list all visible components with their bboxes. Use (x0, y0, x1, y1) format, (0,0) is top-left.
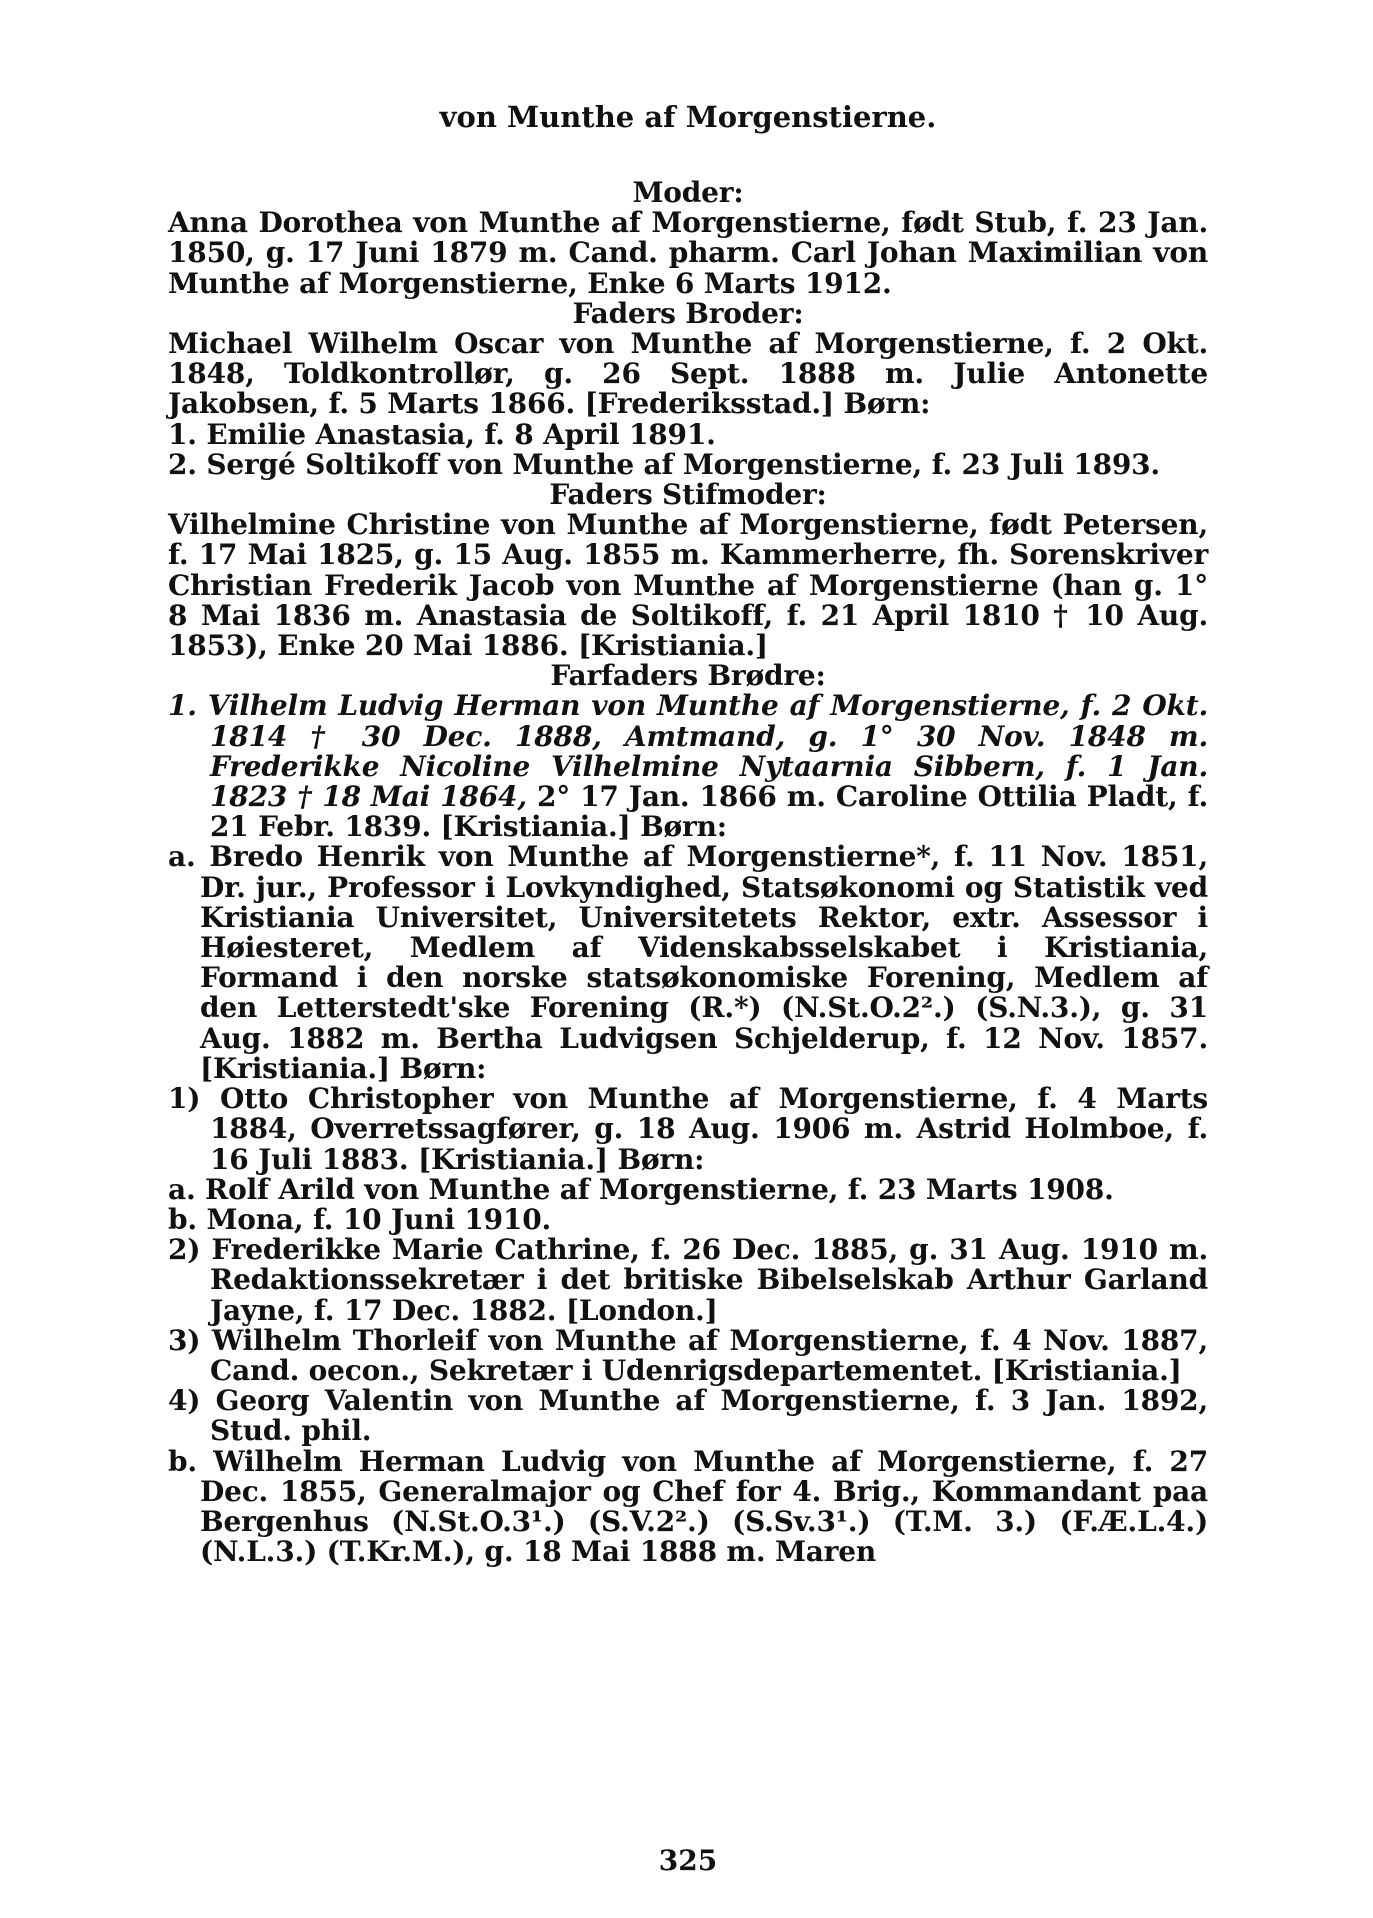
paragraph-faders-broder: Michael Wilhelm Oscar von Munthe af Morgenstierne, f. 2 Okt. 1848, Toldkontrollør, g. 26 Sept. 1888 m. Julie Antonette Jakobsen, f. 5 Marts 1866. [Frederiksstad.] Børn: (168, 327, 1208, 421)
list-item: a. Rolf Arild von Munthe af Morgenstierne, f. 23 Marts 1908. (168, 1172, 1114, 1206)
section-heading-faders-stifmoder: Faders Stifmoder: (549, 478, 827, 512)
list-item (168, 691, 1208, 842)
paragraph-moder: Anna Dorothea von Munthe af Morgenstierne, født Stub, f. 23 Jan. 1850, g. 17 Juni 1879 m. Cand. pharm. Carl Johan Maximilian von Munthe af Morgenstierne, Enke 6 Marts 1912. (168, 206, 1208, 300)
list-item: 4) Georg Valentin von Munthe af Morgenstierne, f. 3 Jan. 1892, Stud. phil. (168, 1384, 1208, 1448)
document-page (168, 0, 1208, 1918)
entry-rest-part: 2° 17 Jan. 1866 m. Caroline Ottilia Pladt, f. 21 Febr. 1839. [Kristiania.] Børn: (210, 780, 1208, 844)
list-item: 2) Frederikke Marie Cathrine, f. 26 Dec. 1885, g. 31 Aug. 1910 m. Redaktionssekretær i det britiske Bibelselskab Arthur Garland Jayne, f. 17 Dec. 1882. [London.] (168, 1233, 1208, 1327)
paragraph-faders-stifmoder: Vilhelmine Christine von Munthe af Morgenstierne, født Petersen, f. 17 Mai 1825, g. 15 Aug. 1855 m. Kammerherre, fh. Sorenskriver Christian Frederik Jacob von Munthe af Morgenstierne (han g. 1° 8 Mai 1836 m. Anastasia de Soltikoff, f. 21 April 1810 † 10 Aug. 1853), Enke 20 Mai 1886. [Kristiania.] (168, 508, 1208, 663)
list-item: b. Mona, f. 10 Juni 1910. (168, 1202, 552, 1236)
list-item: 1) Otto Christopher von Munthe af Morgenstierne, f. 4 Marts 1884, Overretssagfører, g. 18 Aug. 1906 m. Astrid Holmboe, f. 16 Juli 1883. [Kristiania.] Børn: (168, 1082, 1208, 1176)
page-number: 325 (658, 1844, 718, 1877)
list-item: a. Bredo Henrik von Munthe af Morgenstierne*, f. 11 Nov. 1851, Dr. jur., Professor i Lovkyndighed, Statsøkonomi og Statistik ved Kristiania Universitet, Universitetets Rektor, extr. Assessor i Høiesteret, Medlem af Videnskabsselskabet i Kristiania, Formand i den norske statsøkonomiske Forening, Medlem af den Letterstedt'ske Forening (R.*) (N.St.O.2².) (S.N.3.), g. 31 Aug. 1882 m. Bertha Ludvigsen Schjelderup, f. 12 Nov. 1857. [Kristiania.] Børn: (168, 840, 1208, 1085)
list-item: 3) Wilhelm Thorleif von Munthe af Morgenstierne, f. 4 Nov. 1887, Cand. oecon., Sekretær i Udenrigsdepartementet. [Kristiania.] (168, 1323, 1208, 1387)
section-heading-moder: Moder: (632, 176, 744, 209)
list-item: 1. Emilie Anastasia, f. 8 April 1891. (168, 417, 716, 451)
running-head: von Munthe af Morgenstierne. (439, 100, 937, 134)
section-heading-farfaders-brodre: Farfaders Brødre: (550, 659, 826, 693)
page-body (168, 178, 1208, 1567)
section-heading-faders-broder: Faders Broder: (572, 296, 804, 330)
list-item: 2. Sergé Soltikoff von Munthe af Morgenstierne, f. 23 Juli 1893. (168, 447, 1160, 481)
list-item: b. Wilhelm Herman Ludvig von Munthe af Morgenstierne, f. 27 Dec. 1855, Generalmajor og Chef for 4. Brig., Kommandant paa Bergenhus (N.St.O.3¹.) (S.V.2².) (S.Sv.3¹.) (T.M. 3.) (F.Æ.L.4.) (N.L.3.) (T.Kr.M.), g. 18 Mai 1888 m. Maren (168, 1444, 1208, 1569)
entry-italic-part: 1. Vilhelm Ludvig Herman von Munthe af Morgenstierne, f. 2 Okt. 1814 † 30 Dec. 1888, Amtmand, g. 1° 30 Nov. 1848 m. Frederikke Nicoline Vilhelmine Nytaarnia Sibbern, f. 1 Jan. 1823 † 18 Mai 1864, (168, 689, 1208, 814)
